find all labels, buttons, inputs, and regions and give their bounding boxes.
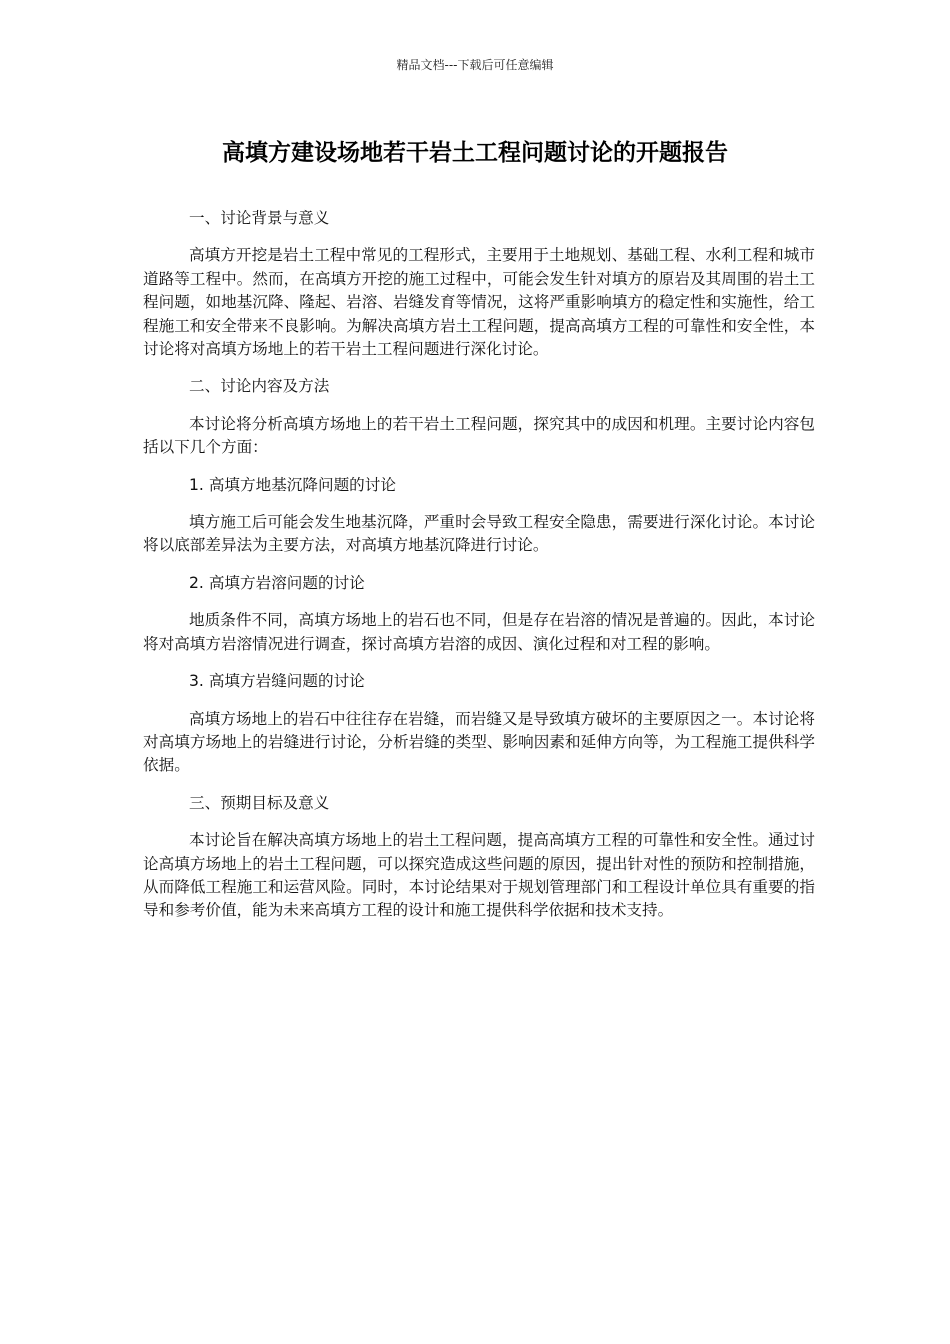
section-heading-content-methods: 二、讨论内容及方法 (189, 377, 330, 396)
subheading-settlement: 1. 高填方地基沉降问题的讨论 (189, 475, 396, 494)
section-heading-goals: 三、预期目标及意义 (189, 793, 330, 812)
document-body (143, 207, 815, 937)
page-header: 精品文档---下载后可任意编辑 (396, 58, 554, 72)
subheading-fissure: 3. 高填方岩缝问题的讨论 (189, 672, 365, 691)
paragraph-content-intro: 本讨论将分析高填方场地上的若干岩土工程问题，探究其中的成因和机理。主要讨论内容包括以下几个方面： (143, 414, 815, 457)
paragraph-karst: 地质条件不同，高填方场地上的岩石也不同，但是存在岩溶的情况是普遍的。因此，本讨论将对高填方岩溶情况进行调查，探讨高填方岩溶的成因、演化过程和对工程的影响。 (143, 611, 815, 653)
document-title: 高填方建设场地若干岩土工程问题讨论的开题报告 (222, 140, 728, 166)
subheading-karst: 2. 高填方岩溶问题的讨论 (189, 573, 365, 592)
section-heading-background: 一、讨论背景与意义 (189, 209, 330, 227)
paragraph-goals: 本讨论旨在解决高填方场地上的岩土工程问题，提高高填方工程的可靠性和安全性。通过讨论高填方场地上的岩土工程问题，可以探究造成这些问题的原因，提出针对性的预防和控制措施，从而降低工程施工和运营风险。同时，本讨论结果对于规划管理部门和工程设计单位具有重要的指导和参考价值，能为未来高填方工程的设计和施工提供科学依据和技术支持。 (143, 831, 815, 920)
paragraph-fissure: 高填方场地上的岩石中往往存在岩缝，而岩缝又是导致填方破坏的主要原因之一。本讨论将对高填方场地上的岩缝进行讨论，分析岩缝的类型、影响因素和延伸方向等，为工程施工提供科学依据。 (143, 709, 815, 775)
paragraph-settlement: 填方施工后可能会发生地基沉降，严重时会导致工程安全隐患，需要进行深化讨论。本讨论将以底部差异法为主要方法，对高填方地基沉降进行讨论。 (143, 513, 815, 555)
paragraph-background: 高填方开挖是岩土工程中常见的工程形式，主要用于土地规划、基础工程、水利工程和城市道路等工程中。然而，在高填方开挖的施工过程中，可能会发生针对填方的原岩及其周围的岩土工程问题，如地基沉降、隆起、岩溶、岩缝发育等情况，这将严重影响填方的稳定性和实施性，给工程施工和安全带来不良影响。为解决高填方岩土工程问题，提高高填方工程的可靠性和安全性，本讨论将对高填方场地上的若干岩土工程问题进行深化讨论。 (143, 246, 815, 359)
